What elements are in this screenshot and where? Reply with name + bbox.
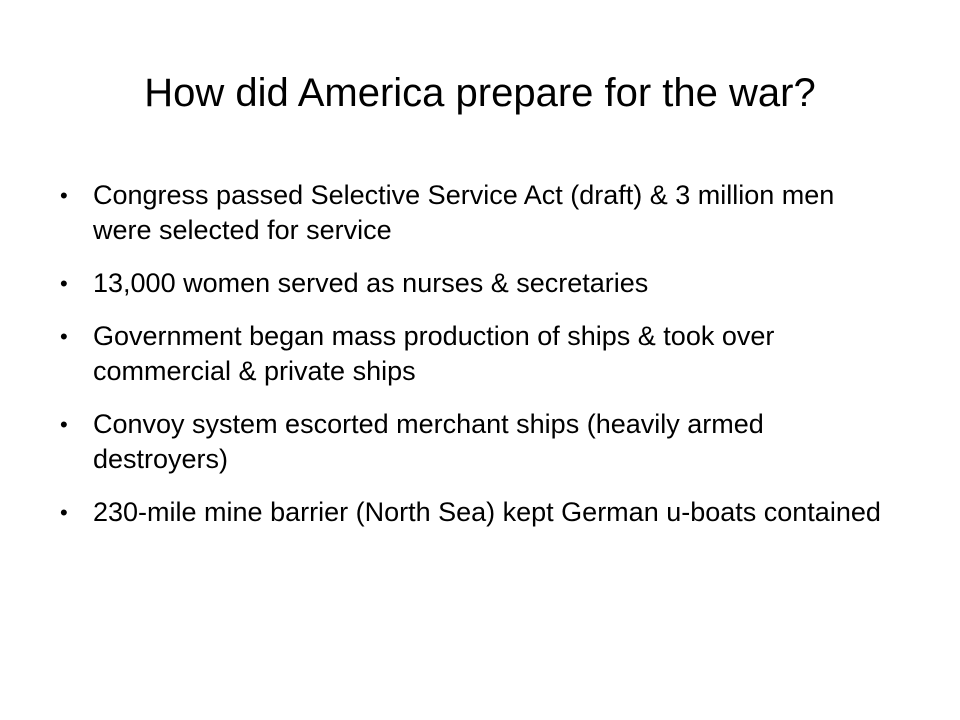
bullet-dot-icon: •: [60, 412, 68, 437]
bullet-dot-icon: •: [60, 500, 68, 525]
bullet-text: Congress passed Selective Service Act (draft) & 3 million men were selected for service: [93, 180, 835, 245]
bullet-dot-icon: •: [60, 183, 68, 208]
bullet-text: Government began mass production of ships & took over commercial & private ships: [93, 321, 775, 386]
bullet-list: [60, 178, 900, 548]
bullet-dot-icon: •: [60, 271, 68, 296]
bullet-item: [60, 407, 900, 477]
bullet-item: [60, 178, 900, 248]
bullet-text: Convoy system escorted merchant ships (heavily armed destroyers): [93, 409, 764, 474]
bullet-text: 13,000 women served as nurses & secretaries: [93, 268, 649, 298]
slide-title: How did America prepare for the war?: [144, 71, 816, 115]
bullet-text: 230-mile mine barrier (North Sea) kept German u-boats contained: [93, 497, 881, 527]
bullet-item: [60, 266, 900, 301]
bullet-item: [60, 319, 900, 389]
bullet-dot-icon: •: [60, 324, 68, 349]
bullet-item: [60, 495, 900, 530]
